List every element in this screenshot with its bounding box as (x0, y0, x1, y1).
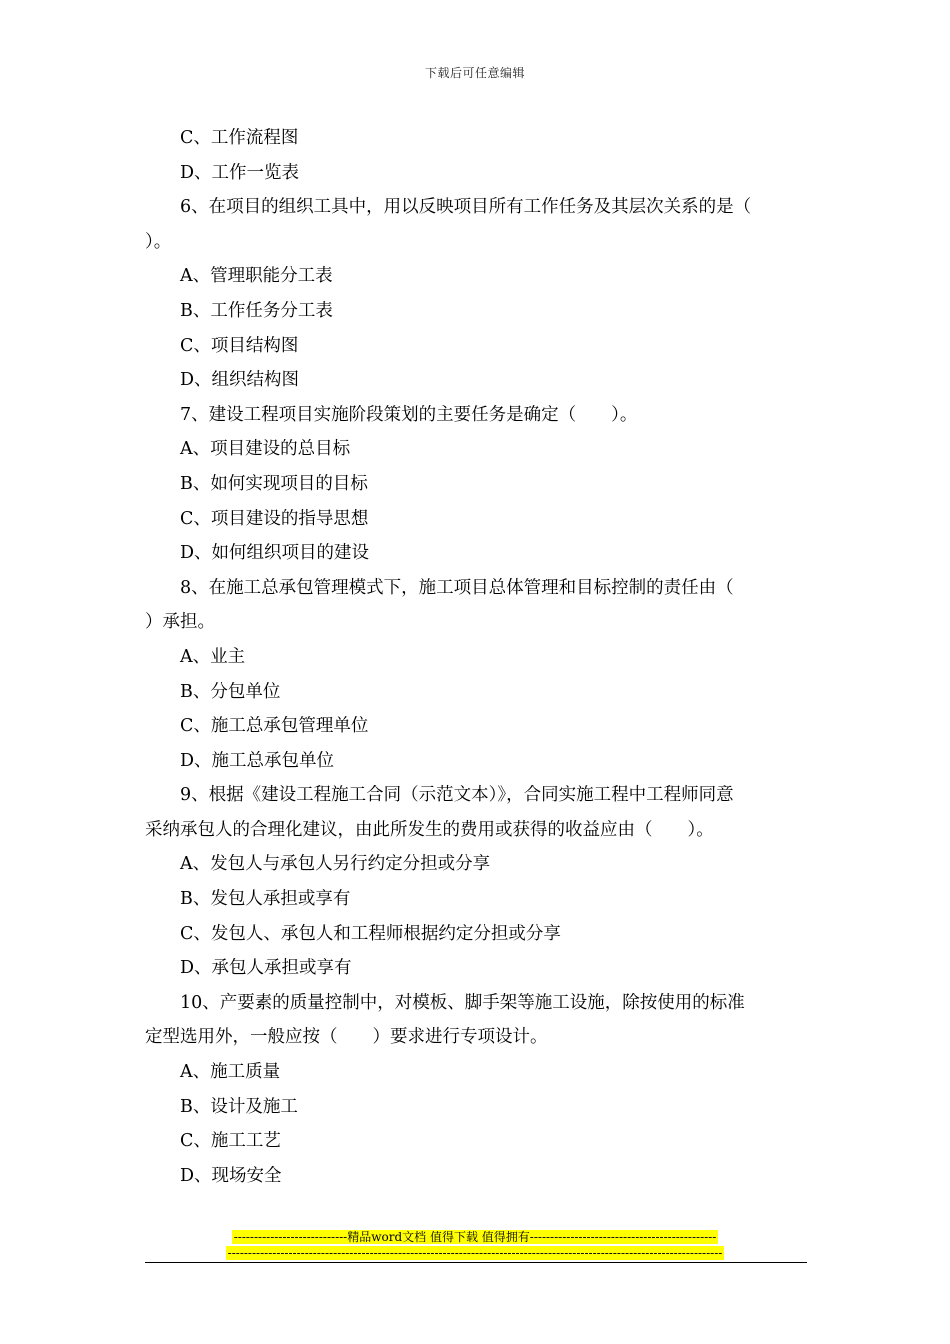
document-body (145, 121, 807, 1193)
text-line: 7、建设工程项目实施阶段策划的主要任务是确定（ ）。 (180, 404, 638, 425)
text-line: 9、根据《建设工程施工合同（示范文本）》，合同实施工程中工程师同意 (180, 785, 734, 806)
text-line: D、工作一览表 (180, 162, 300, 183)
text-line: A、管理职能分工表 (180, 266, 333, 287)
text-line: C、项目建设的指导思想 (180, 508, 369, 529)
text-line: C、工作流程图 (180, 128, 299, 148)
text-line: A、项目建设的总目标 (180, 439, 351, 460)
text-line: A、业主 (180, 646, 246, 667)
text-line: B、发包人承担或享有 (180, 889, 351, 910)
text-line: 采纳承包人的合理化建议，由此所发生的费用或获得的收益应由（ ）。 (145, 819, 714, 840)
text-line: C、施工总承包管理单位 (180, 716, 369, 737)
text-line: D、承包人承担或享有 (180, 958, 352, 979)
footer-rule (145, 1262, 807, 1263)
text-line: A、发包人与承包人另行约定分担或分享 (180, 854, 491, 875)
footer-banner-text-2: -------------------------------------------------------------------------------------------------------------------------- (227, 1246, 723, 1260)
footer-banner-line-2 (0, 1246, 950, 1260)
text-line: D、如何组织项目的建设 (180, 543, 370, 564)
text-line: ）承担。 (145, 612, 215, 633)
header-note: 下载后可任意编辑 (424, 66, 525, 80)
text-line: D、现场安全 (180, 1165, 282, 1186)
text-line: A、施工质量 (180, 1062, 281, 1083)
footer-banner-line-1 (0, 1230, 950, 1244)
footer-banner-text-1: ----------------------------精品word文档 值得下载 值得拥有---------------------------------------------- (233, 1230, 717, 1244)
text-line: B、如何实现项目的目标 (180, 473, 368, 494)
text-line: C、施工工艺 (180, 1131, 281, 1152)
text-line: B、分包单位 (180, 681, 281, 702)
text-line: B、设计及施工 (180, 1096, 298, 1117)
text-line: D、组织结构图 (180, 370, 300, 391)
text-line: D、施工总承包单位 (180, 750, 335, 771)
text-line: ）。 (145, 231, 172, 252)
text-line: C、项目结构图 (180, 335, 299, 356)
text-line: 定型选用外，一般应按（ ）要求进行专项设计。 (145, 1027, 548, 1048)
text-line: C、发包人、承包人和工程师根据约定分担或分享 (180, 923, 561, 944)
text-line: B、工作任务分工表 (180, 300, 333, 321)
text-line: 10、产要素的质量控制中，对模板、脚手架等施工设施，除按使用的标准 (180, 992, 745, 1013)
text-line: 8、在施工总承包管理模式下，施工项目总体管理和目标控制的责任由（ (180, 577, 734, 598)
text-line: 6、在项目的组织工具中，用以反映项目所有工作任务及其层次关系的是（ (180, 197, 752, 218)
